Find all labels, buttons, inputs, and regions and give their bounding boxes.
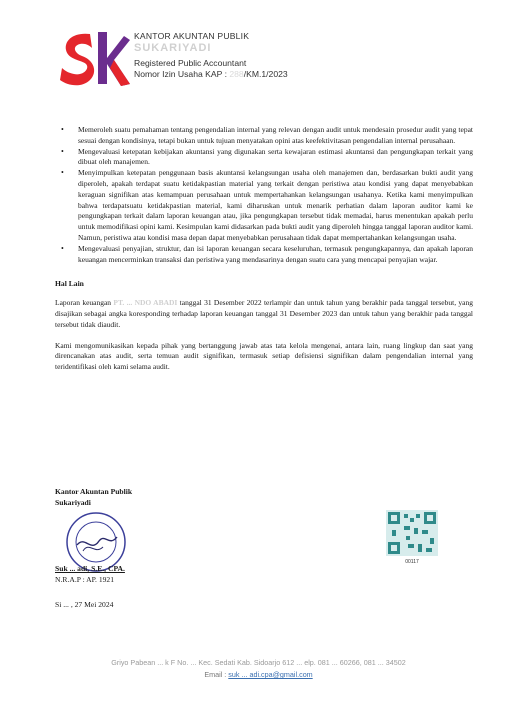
footer-address: Griyo Pabean ... k F No. ... Kec. Sedati Kab. Sidoarjo 612 ... elp. 081 ... 60266, 081 ... 34502 xyxy=(111,658,406,667)
firm-subtitle: Registered Public Accountant xyxy=(134,58,247,68)
list-item: • Menyimpulkan ketepatan penggunaan basis akuntansi kelangsungan usaha oleh manajemen dan, berdasarkan bukti audit yang diperoleh, apakah terdapat suatu ketidakpastian material yang terkait dengan peristiwa atau kondisi yang dapat menyebabkan keraguan signifikan atas kemampuan perusahaan untuk mempertahankan kelangsungan usahanya. Ketika kami menyimpulkan bahwa terdapatsuatu ketidakpastian material, kami diharuskan untuk menarik perhatian dalam laporan auditor kami ke pengungkapan terkait dalam laporan keuangan atau, jika pengungkapan tersebut tidak memadai, harus menentukan apakah perlu untuk memodifikasi opini kami. Kesimpulan kami didasarkan pada bukti audit yang diperoleh hingga tanggal laporan auditor kami. Namun, peristiwa atau kondisi masa depan dapat menyebabkan perusahaan tidak dapat mempertahankan kelangsungan usaha. xyxy=(55,168,473,244)
qr-code-icon xyxy=(386,510,438,564)
firm-name: SUKARIYADI xyxy=(134,42,212,54)
footer-email xyxy=(0,670,517,679)
list-item: • Memeroleh suatu pemahaman tentang pengendalian internal yang relevan dengan audit untuk mendesain prosedur audit yang tepat sesuai dengan kondisinya, tetapi bukan untuk tujuan menyatakan opini atas keefektivitasan pengendalian internal perusahaan. xyxy=(55,125,473,147)
audit-procedure-list xyxy=(55,125,473,265)
email-label: Email : xyxy=(204,670,229,679)
p1-end: tanggal 31 Desember 2022 terlampir dan untuk tahun yang berakhir pada tanggal tersebut, yang disajikan sebagai angka koresponding terhadap laporan keuangan tanggal 31 Desember 2023 dan untuk tahun yang berakhir pada tanggal tersebut tidak diaudit. xyxy=(55,298,473,329)
list-item: • Mengevaluasi ketepatan kebijakan akuntansi yang digunakan serta kewajaran estimasi akuntansi dan pengungkapan terkait yang dibuat oleh manajemen. xyxy=(55,147,473,169)
letterhead xyxy=(0,0,517,110)
list-item: • Mengevaluasi penyajian, struktur, dan isi laporan keuangan secara keseluruhan, termasuk pengungkapannya, dan apakah laporan keuangan mencerminkan transaksi dan peristiwa yang mendasarinya dengan suatu cara yang mencapai penyajian wajar. xyxy=(55,244,473,266)
hal-lain-paragraph-1 xyxy=(55,298,473,330)
signature-firm xyxy=(55,486,132,508)
letter-body xyxy=(55,125,473,373)
letter-date: Si ... , 27 Mei 2024 xyxy=(55,600,114,609)
license-number xyxy=(134,69,288,79)
qr-code-label: 00117 xyxy=(405,559,419,564)
signer-block xyxy=(55,563,125,585)
sig-firm-line2: Sukariyadi xyxy=(55,498,91,507)
p1-start: Laporan keuangan xyxy=(55,298,114,308)
email-link[interactable]: suk ... adi.cpa@gmail.com xyxy=(228,670,313,679)
firm-type: KANTOR AKUNTAN PUBLIK xyxy=(134,31,250,41)
license-prefix: Nomor Izin Usaha KAP : xyxy=(134,69,230,79)
sk-logo-icon xyxy=(60,28,130,90)
company-name: PT. ... NDO ABADI xyxy=(113,298,178,308)
license-num: 288 xyxy=(229,69,244,79)
signer-name: Suk ... adi, S.E., CPA. xyxy=(55,564,125,573)
license-suffix: /KM.1/2023 xyxy=(243,69,288,79)
sig-firm-line1: Kantor Akuntan Publik xyxy=(55,487,133,496)
letter-footer xyxy=(0,658,517,679)
signer-nrap: N.R.A.P : AP. 1921 xyxy=(55,575,115,584)
section-title-hal-lain: Hal Lain xyxy=(55,279,84,289)
hal-lain-paragraph-2: Kami mengomunikasikan kepada pihak yang bertanggung jawab atas tata kelola mengenai, antara lain, ruang lingkup dan saat yang direncanakan atas audit, serta temuan audit signifikan, termasuk setiap defisiensi signifikan dalam pengendalian internal yang teridentifikasi oleh kami selama audit. xyxy=(55,340,473,372)
